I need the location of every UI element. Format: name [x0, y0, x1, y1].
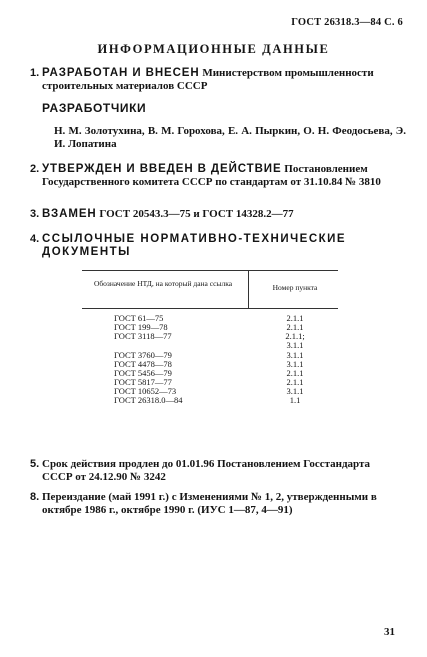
page-number: 31 [384, 626, 395, 638]
developers-names: Н. М. Золотухина, В. М. Горохова, Е. А. Пыркин, О. Н. Феодосьева, Э. И. Лопатина [54, 125, 406, 150]
table-cell-point: 1.1 [289, 395, 301, 405]
table-cell-point: 2.1.1 [286, 377, 304, 387]
table-cell-point: 2.1.1; [285, 331, 305, 341]
table-cell-document: ГОСТ 199—78 [114, 322, 168, 332]
item-text: Постановлением Государственного комитета СССР по стандартам от 31.10.84 № 3810 [42, 163, 381, 188]
table-cell-document: ГОСТ 5817—77 [114, 377, 172, 387]
item-number: 8. [30, 491, 40, 503]
table-cell-document: ГОСТ 26318.0—84 [114, 395, 183, 405]
item-replaces [30, 208, 402, 221]
table-cell-document: ГОСТ 3760—79 [114, 350, 172, 360]
item-validity [30, 458, 402, 484]
table-top-rule [82, 270, 338, 271]
item-number: 1. [30, 67, 40, 79]
item-text: Министерством промышленности строительных материалов СССР [42, 67, 374, 92]
table-header-point: Номер пункта [272, 283, 318, 292]
table-cell-point: 3.1.1 [286, 359, 304, 369]
table-cell-document: ГОСТ 4478—78 [114, 359, 172, 369]
item-text: Срок действия продлен до 01.01.96 Постановлением Госстандарта СССР от 24.12.90 № 3242 [42, 458, 371, 483]
item-text: Переиздание (май 1991 г.) с Изменениями № 1, 2, утвержденными в октябре 1986 г., октябре 1990 г. (ИУС 1—87, 4—91) [42, 491, 377, 516]
table-cell-document: ГОСТ 5456—79 [114, 368, 172, 378]
table-cell-point: 2.1.1 [286, 368, 304, 378]
references-table [82, 270, 338, 430]
table-cell-document: ГОСТ 61—75 [114, 313, 164, 323]
page-title: ИНФОРМАЦИОННЫЕ ДАННЫЕ [97, 42, 330, 56]
table-cell-point: 3.1.1 [286, 350, 304, 360]
table-cell-point: 2.1.1 [286, 313, 304, 323]
gost-header: ГОСТ 26318.3—84 С. 6 [291, 17, 403, 28]
item-references [30, 233, 402, 259]
item-reissue [30, 491, 402, 517]
table-row [82, 341, 338, 350]
table-cell-point: 3.1.1 [286, 340, 304, 350]
table-header-rule [82, 308, 338, 309]
table-cell-point: 3.1.1 [286, 386, 304, 396]
table-header-document: Обозначение НТД, на который дана ссылка [93, 279, 233, 288]
item-caps: РАЗРАБОТАН И ВНЕСЕН [42, 67, 200, 79]
item-number: 4. [30, 233, 40, 245]
item-caps: ВЗАМЕН [42, 208, 97, 220]
table-column-divider [248, 270, 249, 308]
item-text: ГОСТ 20543.3—75 и ГОСТ 14328.2—77 [99, 208, 294, 220]
item-number: 5. [30, 458, 40, 470]
table-cell-document: ГОСТ 10652—73 [114, 386, 177, 396]
item-developed [30, 67, 402, 93]
table-row [82, 396, 338, 405]
item-number: 3. [30, 208, 40, 220]
item-number: 2. [30, 163, 40, 175]
item-caps: УТВЕРЖДЕН И ВВЕДЕН В ДЕЙСТВИЕ [42, 163, 282, 175]
item-approved [30, 163, 402, 189]
developers-heading: РАЗРАБОТЧИКИ [42, 101, 147, 115]
table-cell-document: ГОСТ 3118—77 [114, 331, 172, 341]
item-caps: ССЫЛОЧНЫЕ НОРМАТИВНО-ТЕХНИЧЕСКИЕ ДОКУМЕНТЫ [42, 233, 347, 258]
table-cell-point: 2.1.1 [286, 322, 304, 332]
